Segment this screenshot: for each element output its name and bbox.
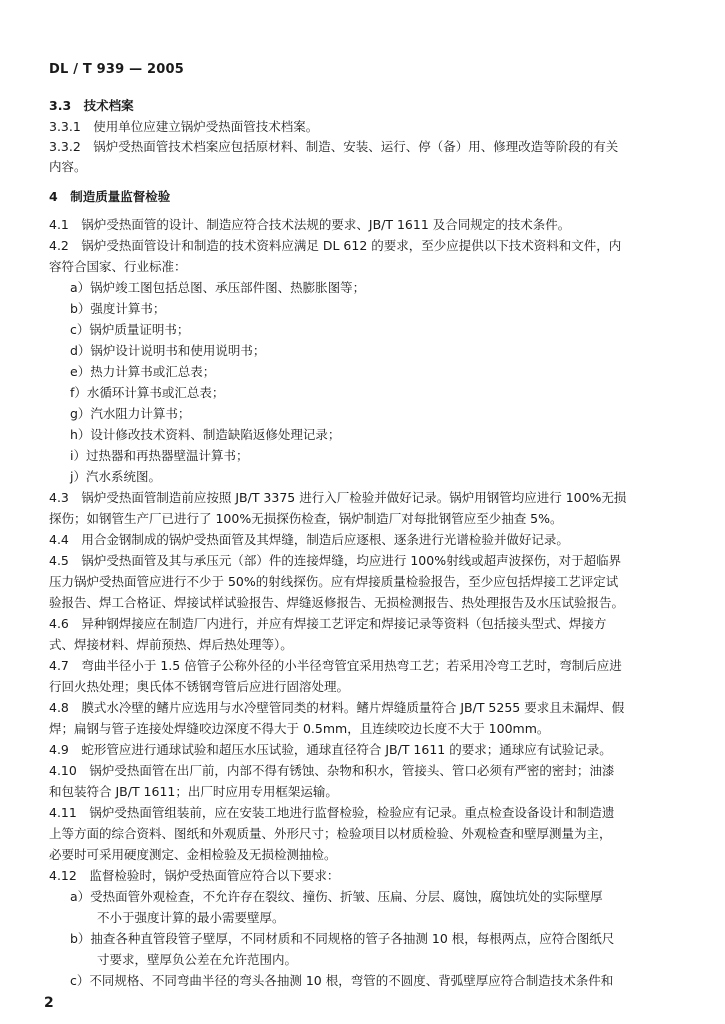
requirement-c-line1: c）不同规格、不同弯曲半径的弯头各抽测 10 根，弯管的不圆度、背弧壁厚应符合制造技术条件和 xyxy=(70,973,614,988)
clause-4-3-line2: 探伤；如钢管生产厂已进行了 100%无损探伤检查，锅炉制造厂对每批钢管应至少抽查 5%。 xyxy=(49,511,563,526)
clause-4-11-line3: 必要时可采用硬度测定、金相检验及无损检测抽检。 xyxy=(49,847,337,862)
requirement-b-line1: b）抽查各种直管段管子壁厚，不同材质和不同规格的管子各抽测 10 根，每根两点，应符合图纸尺 xyxy=(70,931,615,946)
clause-4-8-line2: 焊；扁钢与管子连接处焊缝咬边深度不得大于 0.5mm，且连续咬边长度不大于 100mm。 xyxy=(49,721,550,736)
requirement-b-line2: 寸要求，壁厚负公差在允许范围内。 xyxy=(97,952,298,967)
requirement-a-line1: a）受热面管外观检查，不允许存在裂纹、撞伤、折皱、压扁、分层、腐蚀，腐蚀坑处的实际壁厚 xyxy=(70,889,603,904)
clause-4-3-line1: 4.3 锅炉受热面管制造前应按照 JB/T 3375 进行入厂检验并做好记录。锅炉用钢管均应进行 100%无损 xyxy=(49,490,627,505)
clause-4-12: 4.12 监督检验时，锅炉受热面管应符合以下要求： xyxy=(49,868,340,883)
list-item-d: d）锅炉设计说明书和使用说明书； xyxy=(70,343,266,358)
clause-4-6-line2: 式、焊接材料、焊前预热、焊后热处理等）。 xyxy=(49,637,293,652)
list-item-i: i）过热器和再热器壁温计算书； xyxy=(70,448,249,463)
list-item-f: f）水循环计算书或汇总表； xyxy=(70,385,225,400)
clause-4-7-line2: 行回火热处理；奥氏体不锈钢弯管后应进行固溶处理。 xyxy=(49,679,350,694)
clause-3-3-1: 3.3.1 使用单位应建立锅炉受热面管技术档案。 xyxy=(49,119,319,134)
clause-4-1: 4.1 锅炉受热面管的设计、制造应符合技术法规的要求、JB/T 1611 及合同规定的技术条件。 xyxy=(49,217,571,232)
list-item-e: e）热力计算书或汇总表； xyxy=(70,364,216,379)
list-item-g: g）汽水阻力计算书； xyxy=(70,406,191,421)
list-item-c: c）锅炉质量证明书； xyxy=(70,322,190,337)
clause-4-2-line1: 4.2 锅炉受热面管设计和制造的技术资料应满足 DL 612 的要求，至少应提供以下技术资料和文件，内 xyxy=(49,238,622,253)
clause-4-6-line1: 4.6 异种钢焊接应在制造厂内进行，并应有焊接工艺评定和焊接记录等资料（包括接头型式、焊接方 xyxy=(49,616,607,631)
clause-4-8-line1: 4.8 膜式水冷壁的鳍片应选用与水冷壁管同类的材料。鳍片焊缝质量符合 JB/T 5255 要求且未漏焊、假 xyxy=(49,700,625,715)
clause-4-10-line2: 和包装符合 JB/T 1611；出厂时应用专用框架运输。 xyxy=(49,784,338,799)
clause-4-5-line3: 验报告、焊工合格证、焊接试样试验报告、焊缝返修报告、无损检测报告、热处理报告及水压试验报告。 xyxy=(49,595,625,610)
section-heading-4: 4 制造质量监督检验 xyxy=(49,189,171,204)
clause-3-3-2-line1: 3.3.2 锅炉受热面管技术档案应包括原材料、制造、安装、运行、停（备）用、修理改造等阶段的有关 xyxy=(49,139,619,154)
page-number: 2 xyxy=(44,995,54,1011)
standard-number: DL / T 939 — 2005 xyxy=(49,62,185,77)
clause-4-11-line2: 上等方面的综合资料、图纸和外观质量、外形尺寸；检验项目以材质检验、外观检查和壁厚测量为主， xyxy=(49,826,612,841)
clause-4-11-line1: 4.11 锅炉受热面管组装前，应在安装工地进行监督检验，检验应有记录。重点检查设备设计和制造遗 xyxy=(49,805,615,820)
clause-4-7-line1: 4.7 弯曲半径小于 1.5 倍管子公称外径的小半径弯管宜采用热弯工艺；若采用冷弯工艺时，弯制后应进 xyxy=(49,658,622,673)
clause-3-3-2-line2: 内容。 xyxy=(49,159,87,174)
clause-4-2-line2: 容符合国家、行业标准： xyxy=(49,259,187,274)
list-item-b: b）强度计算书； xyxy=(70,301,166,316)
list-item-h: h）设计修改技术资料、制造缺陷返修处理记录； xyxy=(70,427,341,442)
clause-4-5-line1: 4.5 锅炉受热面管及其与承压元（部）件的连接焊缝，均应进行 100%射线或超声波探伤，对于超临界 xyxy=(49,553,622,568)
clause-4-5-line2: 压力锅炉受热面管应进行不少于 50%的射线探伤。应有焊接质量检验报告，至少应包括焊接工艺评定试 xyxy=(49,574,619,589)
requirement-a-line2: 不小于强度计算的最小需要壁厚。 xyxy=(97,910,285,925)
list-item-j: j）汽水系统图。 xyxy=(70,469,161,484)
clause-4-4: 4.4 用合金钢制成的锅炉受热面管及其焊缝，制造后应逐根、逐条进行光谱检验并做好记录。 xyxy=(49,532,569,547)
list-item-a: a）锅炉竣工图包括总图、承压部件图、热膨胀图等； xyxy=(70,280,366,295)
clause-4-9: 4.9 蛇形管应进行通球试验和超压水压试验，通球直径符合 JB/T 1611 的要求；通球应有试验记录。 xyxy=(49,742,612,757)
clause-4-10-line1: 4.10 锅炉受热面管在出厂前，内部不得有锈蚀、杂物和积水，管接头、管口必须有严密的密封；油漆 xyxy=(49,763,615,778)
section-heading-3-3: 3.3 技术档案 xyxy=(49,98,134,113)
